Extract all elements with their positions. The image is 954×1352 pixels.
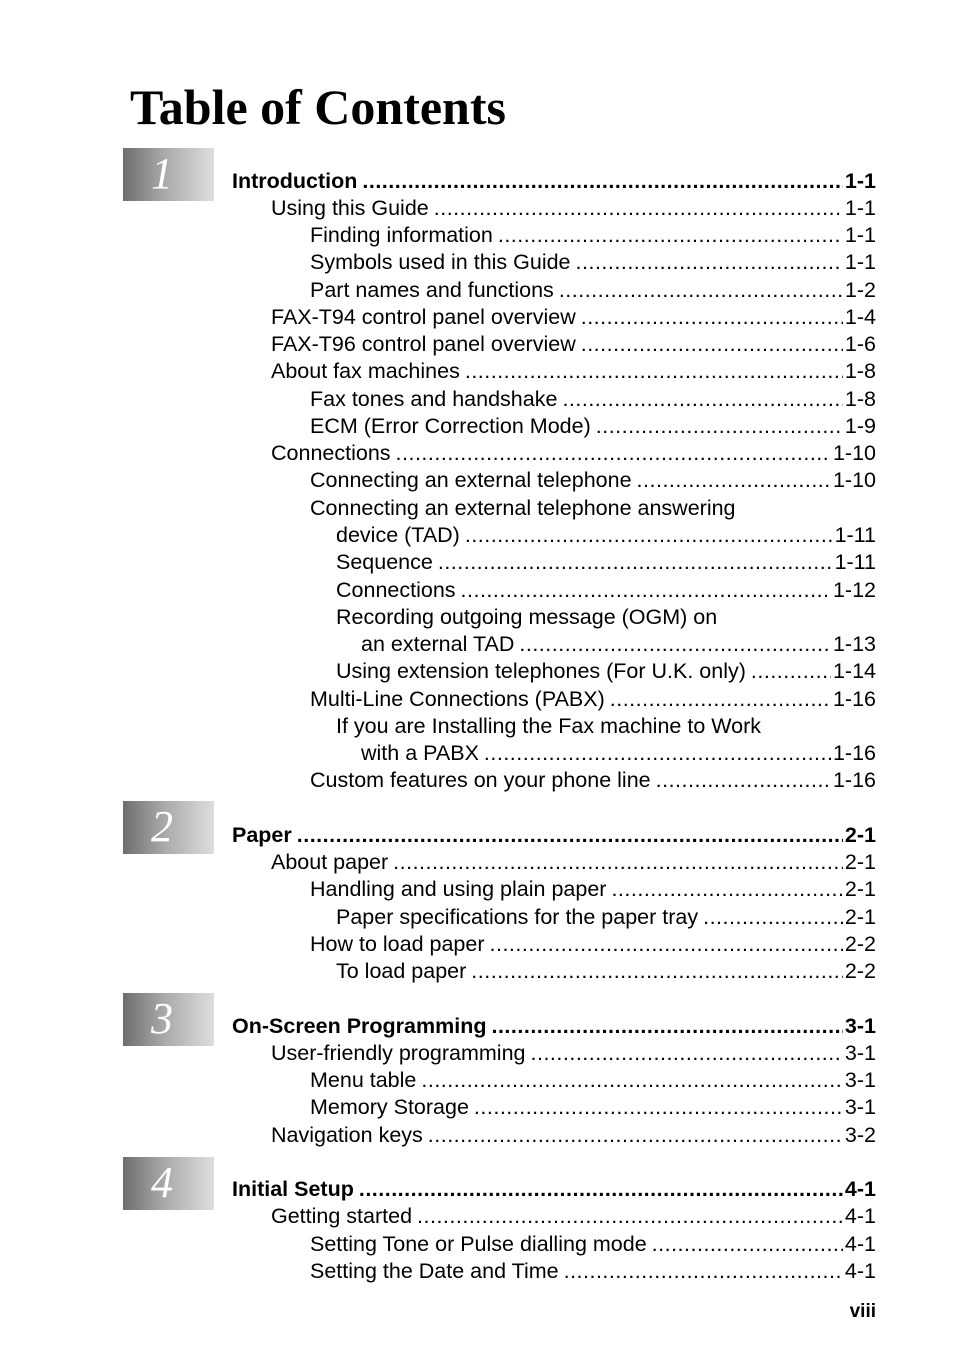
entry-title: Getting started: [271, 1204, 413, 1228]
entry-page-number: 1-8: [844, 359, 876, 383]
chapter-tab-3: [123, 993, 214, 1046]
entry-title: Fax tones and handshake: [310, 387, 558, 411]
entry-page-number: 1-12: [832, 578, 876, 602]
dot-leader: [393, 849, 843, 876]
toc-entry[interactable]: [310, 876, 876, 903]
chapter-number: 4: [151, 1158, 173, 1207]
entry-title: Initial Setup: [232, 1177, 354, 1201]
entry-page-number: 1-1: [844, 196, 876, 220]
entry-page-number: 2-1: [844, 823, 876, 847]
toc-entry[interactable]: [310, 931, 876, 958]
dot-leader: [297, 822, 843, 849]
entry-page-number: 4-1: [844, 1232, 876, 1256]
entry-page-number: 4-1: [844, 1204, 876, 1228]
toc-entry[interactable]: [310, 1231, 876, 1258]
entry-page-number: 1-11: [834, 523, 876, 547]
toc-entry[interactable]: [271, 304, 876, 331]
dot-leader: [581, 304, 843, 331]
entry-page-number: 1-13: [832, 632, 876, 656]
entry-page-number: 1-14: [832, 659, 876, 683]
toc-entry[interactable]: [336, 522, 876, 549]
toc-entry[interactable]: [310, 222, 876, 249]
toc-entry[interactable]: [310, 277, 876, 304]
dot-leader: [484, 740, 831, 767]
entry-title: Paper: [232, 823, 292, 847]
toc-entry[interactable]: [271, 358, 876, 385]
entry-page-number: 1-1: [844, 223, 876, 247]
dot-leader: [611, 876, 842, 903]
chapter-number: 2: [151, 802, 173, 851]
dot-leader: [562, 386, 842, 413]
toc-chapter-entry[interactable]: [232, 822, 876, 849]
toc-chapter-entry[interactable]: [232, 168, 876, 195]
dot-leader: [465, 522, 833, 549]
entry-title: an external TAD: [361, 632, 515, 656]
dot-leader: [474, 1094, 843, 1121]
toc-entry[interactable]: [271, 1122, 876, 1149]
dot-leader: [434, 195, 843, 222]
entry-title: Setting Tone or Pulse dialling mode: [310, 1232, 647, 1256]
entry-page-number: 1-16: [832, 741, 876, 765]
toc-entry[interactable]: [310, 686, 876, 713]
entry-title: Connections: [336, 578, 456, 602]
dot-leader: [564, 1258, 843, 1285]
entry-title: FAX-T94 control panel overview: [271, 305, 576, 329]
dot-leader: [498, 222, 843, 249]
toc-entry[interactable]: [336, 577, 876, 604]
toc-entry[interactable]: [310, 1094, 876, 1121]
page-number: viii: [849, 1301, 876, 1322]
entry-page-number: 1-10: [832, 441, 876, 465]
entry-page-number: 1-6: [844, 332, 876, 356]
dot-leader: [596, 413, 843, 440]
entry-title: Paper specifications for the paper tray: [336, 905, 699, 929]
toc-entry[interactable]: [310, 249, 876, 276]
entry-title: Using extension telephones (For U.K. only): [336, 659, 746, 683]
entry-title: Finding information: [310, 223, 493, 247]
toc-entry[interactable]: [310, 495, 736, 522]
toc-chapter-entry[interactable]: [232, 1176, 876, 1203]
entry-page-number: 3-1: [844, 1095, 876, 1119]
entry-title: Sequence: [336, 550, 433, 574]
entry-title: Introduction: [232, 169, 358, 193]
entry-title: User-friendly programming: [271, 1041, 526, 1065]
entry-title: Symbols used in this Guide: [310, 250, 571, 274]
dot-leader: [751, 658, 831, 685]
entry-page-number: 3-1: [844, 1041, 876, 1065]
entry-title: Custom features on your phone line: [310, 768, 651, 792]
entry-title: On-Screen Programming: [232, 1014, 487, 1038]
dot-leader: [438, 549, 833, 576]
entry-page-number: 4-1: [844, 1177, 876, 1201]
toc-entry[interactable]: [271, 195, 876, 222]
entry-title: Connecting an external telephone answering: [310, 496, 736, 520]
dot-leader: [559, 277, 843, 304]
toc-entry[interactable]: [336, 549, 876, 576]
entry-page-number: 1-8: [844, 387, 876, 411]
entry-title: Connections: [271, 441, 391, 465]
toc-entry[interactable]: [361, 740, 876, 767]
page-title: Table of Contents: [130, 79, 506, 135]
dot-leader: [652, 1231, 843, 1258]
dot-leader: [465, 358, 843, 385]
dot-leader: [576, 249, 843, 276]
entry-page-number: 1-9: [844, 414, 876, 438]
dot-leader: [461, 577, 831, 604]
dot-leader: [490, 931, 843, 958]
toc-entry[interactable]: [361, 631, 876, 658]
entry-page-number: 3-2: [844, 1123, 876, 1147]
toc-entry[interactable]: [310, 767, 876, 794]
entry-page-number: 2-2: [844, 959, 876, 983]
chapter-number: 3: [151, 994, 173, 1043]
dot-leader: [417, 1203, 843, 1230]
entry-title: device (TAD): [336, 523, 460, 547]
entry-title: Connecting an external telephone: [310, 468, 632, 492]
entry-page-number: 1-1: [844, 169, 876, 193]
toc-entry[interactable]: [310, 1067, 876, 1094]
entry-title: About fax machines: [271, 359, 460, 383]
entry-title: Handling and using plain paper: [310, 877, 607, 901]
dot-leader: [581, 331, 843, 358]
entry-title: Part names and functions: [310, 278, 554, 302]
toc-entry[interactable]: [271, 1040, 876, 1067]
toc-entry[interactable]: [336, 904, 876, 931]
entry-title: with a PABX: [361, 741, 479, 765]
entry-page-number: 1-4: [844, 305, 876, 329]
entry-page-number: 3-1: [844, 1068, 876, 1092]
entry-page-number: 1-16: [832, 768, 876, 792]
dot-leader: [491, 1013, 842, 1040]
entry-title: FAX-T96 control panel overview: [271, 332, 576, 356]
entry-title: Multi-Line Connections (PABX): [310, 687, 605, 711]
toc-entry[interactable]: [310, 386, 876, 413]
entry-title: Using this Guide: [271, 196, 429, 220]
entry-page-number: 3-1: [844, 1014, 876, 1038]
dot-leader: [610, 686, 831, 713]
entry-title: To load paper: [336, 959, 467, 983]
dot-leader: [359, 1176, 843, 1203]
dot-leader: [519, 631, 831, 658]
entry-page-number: 1-16: [832, 687, 876, 711]
entry-title: Navigation keys: [271, 1123, 423, 1147]
toc-entry[interactable]: [271, 849, 876, 876]
toc-entry[interactable]: [310, 413, 876, 440]
toc-entry[interactable]: [310, 1258, 876, 1285]
chapter-tab-2: [123, 801, 214, 854]
entry-title: Menu table: [310, 1068, 417, 1092]
entry-title: How to load paper: [310, 932, 485, 956]
dot-leader: [656, 767, 831, 794]
dot-leader: [428, 1122, 843, 1149]
entry-title: Setting the Date and Time: [310, 1259, 559, 1283]
entry-page-number: 2-2: [844, 932, 876, 956]
toc-chapter-entry[interactable]: [232, 1013, 876, 1040]
entry-page-number: 1-1: [844, 250, 876, 274]
dot-leader: [421, 1067, 843, 1094]
entry-page-number: 2-1: [844, 905, 876, 929]
toc-entry[interactable]: [271, 1203, 876, 1230]
entry-page-number: 4-1: [844, 1259, 876, 1283]
chapter-number: 1: [151, 149, 173, 198]
toc-entry[interactable]: [310, 467, 876, 494]
dot-leader: [703, 904, 843, 931]
toc-entry[interactable]: [336, 658, 876, 685]
toc-entry[interactable]: [271, 331, 876, 358]
dot-leader: [471, 958, 843, 985]
dot-leader: [531, 1040, 843, 1067]
entry-title: Recording outgoing message (OGM) on: [336, 605, 718, 629]
dot-leader: [396, 440, 831, 467]
toc-entry[interactable]: [336, 713, 761, 740]
dot-leader: [637, 467, 831, 494]
entry-page-number: 2-1: [844, 850, 876, 874]
entry-title: About paper: [271, 850, 389, 874]
entry-title: If you are Installing the Fax machine to Work: [336, 714, 762, 738]
entry-title: Memory Storage: [310, 1095, 469, 1119]
toc-entry[interactable]: [271, 440, 876, 467]
dot-leader: [362, 168, 843, 195]
entry-page-number: 1-10: [832, 468, 876, 492]
entry-title: ECM (Error Correction Mode): [310, 414, 591, 438]
toc-entry[interactable]: [336, 958, 876, 985]
toc-entry[interactable]: [336, 604, 717, 631]
chapter-tab-1: [123, 148, 214, 201]
chapter-tab-4: [123, 1157, 214, 1210]
entry-page-number: 2-1: [844, 877, 876, 901]
entry-page-number: 1-2: [844, 278, 876, 302]
entry-page-number: 1-11: [834, 550, 876, 574]
